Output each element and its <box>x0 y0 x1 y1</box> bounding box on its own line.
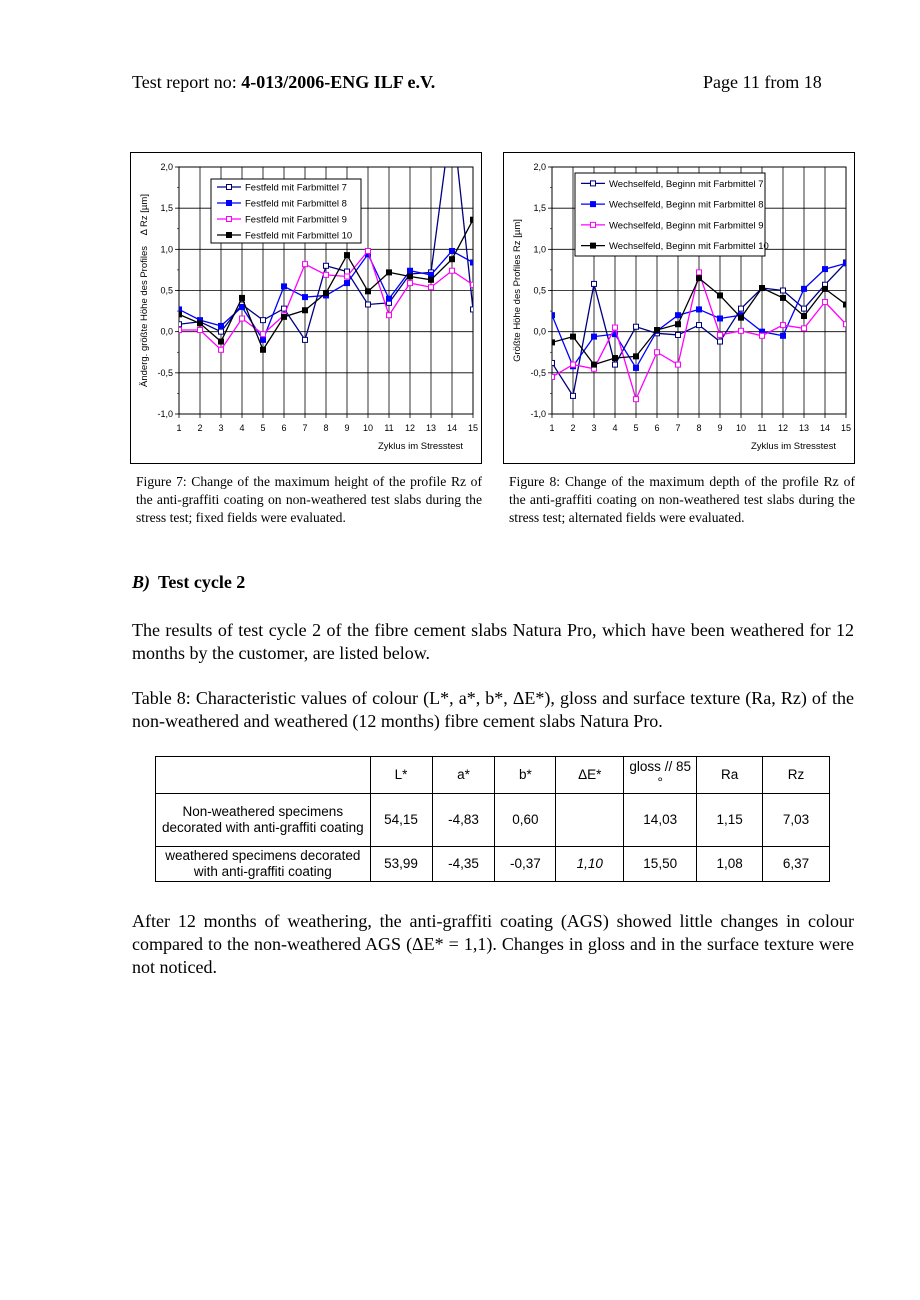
table-header-cell: Ra <box>697 757 763 794</box>
legend-swatch-marker <box>591 222 596 227</box>
table-caption: Table 8: Characteristic values of colour (L*, a*, b*, ΔE*), gloss and surface texture (Ra, Rz) of the non-weathered and weathered (12 months) fibre cement slabs Natura Pro. <box>132 688 854 731</box>
data-point <box>697 307 702 312</box>
data-point <box>550 374 555 379</box>
data-point <box>345 253 350 258</box>
data-point <box>324 272 329 277</box>
data-point <box>282 314 287 319</box>
table-cell <box>556 794 624 847</box>
data-point <box>366 289 371 294</box>
x-tick-label: 5 <box>260 423 266 433</box>
section-title: Test cycle 2 <box>158 572 246 592</box>
table-cell: 0,60 <box>495 794 556 847</box>
x-tick-label: 1 <box>176 423 182 433</box>
data-point <box>429 285 434 290</box>
figure-7-chart-svg <box>131 153 483 465</box>
x-tick-label: 15 <box>840 423 852 433</box>
data-point <box>781 323 786 328</box>
y-tick-label: -1,0 <box>157 409 173 419</box>
legend-swatch-marker <box>591 202 596 207</box>
legend-entry: Festfeld mit Farbmittel 10 <box>245 230 353 242</box>
y-tick-label: 0,5 <box>160 285 173 296</box>
data-point <box>739 306 744 311</box>
y-tick-label: 1,5 <box>160 203 173 214</box>
y-tick-label: 0,0 <box>160 326 173 337</box>
data-point <box>571 334 576 339</box>
x-tick-label: 9 <box>344 423 350 433</box>
data-point <box>802 306 807 311</box>
table-header-cell: L* <box>370 757 432 794</box>
table-cell: weathered specimens decorated with anti-graffiti coating <box>156 847 371 882</box>
data-point <box>592 281 597 286</box>
data-point <box>429 272 434 277</box>
data-point <box>676 362 681 367</box>
table-header-cell <box>156 757 371 794</box>
data-point <box>345 269 350 274</box>
report-prefix: Test report no: <box>132 72 242 92</box>
table-cell: 6,37 <box>763 847 830 882</box>
data-point <box>718 316 723 321</box>
x-tick-label: 8 <box>323 423 329 433</box>
table-header-cell: a* <box>432 757 495 794</box>
x-tick-label: 5 <box>633 423 639 433</box>
conclusion-paragraph: After 12 months of weathering, the anti-graffiti coating (AGS) showed little changes in colour compared to the non-weathered AGS (ΔE* = 1,1). Changes in gloss and in the surface texture were not noticed. <box>132 911 854 977</box>
data-point <box>571 393 576 398</box>
data-point <box>303 295 308 300</box>
data-point <box>718 332 723 337</box>
x-tick-label: 2 <box>197 423 203 433</box>
data-point <box>550 340 555 345</box>
section-letter: B) <box>132 572 150 592</box>
x-tick-label: 13 <box>425 423 437 433</box>
figure-8-chart-svg <box>504 153 856 465</box>
data-point <box>471 307 476 312</box>
data-point <box>802 314 807 319</box>
data-point <box>408 268 413 273</box>
x-tick-label: 14 <box>446 423 458 433</box>
y-axis-title: Größte Höhe des Profiles Rz [µm] <box>512 219 523 362</box>
figure-7-chart <box>130 152 482 464</box>
data-point <box>219 339 224 344</box>
table-header-cell: gloss // 85 ° <box>624 757 697 794</box>
x-tick-label: 3 <box>218 423 224 433</box>
report-number-header <box>132 72 435 93</box>
y-tick-label: -0,5 <box>530 367 546 378</box>
results-table <box>155 756 830 882</box>
data-point <box>366 302 371 307</box>
x-tick-label: 4 <box>612 423 618 433</box>
y-axis-title: Änderg. größte Höhe des Profiles Δ Rz [µm] <box>139 194 150 387</box>
x-tick-label: 4 <box>239 423 245 433</box>
table-row <box>156 794 830 847</box>
y-tick-label: 2,0 <box>533 162 546 172</box>
figure-8-chart <box>503 152 855 464</box>
figure-8-caption: Figure 8: Change of the maximum depth of the profile Rz of the anti-graffiti coating on non-weathered test slabs during the stress test; alternated fields were evaluated. <box>509 474 855 525</box>
data-point <box>261 347 266 352</box>
data-point <box>366 248 371 253</box>
x-tick-label: 8 <box>696 423 702 433</box>
x-tick-label: 1 <box>549 423 555 433</box>
section-heading <box>132 572 245 593</box>
data-point <box>177 322 182 327</box>
legend-swatch-marker <box>591 181 596 186</box>
table-cell: 1,10 <box>556 847 624 882</box>
data-point <box>676 313 681 318</box>
data-point <box>550 313 555 318</box>
data-point <box>219 329 224 334</box>
data-point <box>613 362 618 367</box>
x-tick-label: 6 <box>654 423 660 433</box>
data-point <box>198 328 203 333</box>
data-point <box>471 260 476 265</box>
data-point <box>324 263 329 268</box>
table-cell: 15,50 <box>624 847 697 882</box>
data-point <box>282 284 287 289</box>
table-cell: 7,03 <box>763 794 830 847</box>
x-tick-label: 14 <box>819 423 831 433</box>
page-indicator: Page 11 from 18 <box>703 72 822 92</box>
data-point <box>592 334 597 339</box>
data-point <box>261 318 266 323</box>
data-point <box>802 286 807 291</box>
x-tick-label: 15 <box>467 423 479 433</box>
legend-swatch-marker <box>227 185 232 190</box>
data-point <box>429 277 434 282</box>
data-point <box>844 302 849 307</box>
data-point <box>592 362 597 367</box>
data-point <box>240 316 245 321</box>
data-point <box>844 322 849 327</box>
legend-swatch-marker <box>591 243 596 248</box>
table-cell: 14,03 <box>624 794 697 847</box>
data-point <box>802 326 807 331</box>
x-tick-label: 11 <box>757 423 767 433</box>
x-tick-label: 10 <box>362 423 374 433</box>
data-point <box>823 267 828 272</box>
legend-entry: Festfeld mit Farbmittel 8 <box>245 198 347 210</box>
x-tick-label: 7 <box>302 423 308 433</box>
data-point <box>571 362 576 367</box>
data-point <box>261 332 266 337</box>
table-header-cell: b* <box>495 757 556 794</box>
data-point <box>550 360 555 365</box>
x-tick-label: 13 <box>798 423 810 433</box>
data-point <box>697 323 702 328</box>
legend-entry: Wechselfeld, Beginn mit Farbmittel 9 <box>609 220 764 232</box>
data-point <box>471 217 476 222</box>
data-point <box>634 324 639 329</box>
data-point <box>739 328 744 333</box>
data-point <box>261 337 266 342</box>
data-point <box>408 274 413 279</box>
x-tick-label: 10 <box>735 423 747 433</box>
y-tick-label: -0,5 <box>157 367 173 378</box>
y-tick-label: 0,0 <box>533 326 546 337</box>
table-header-row <box>156 757 830 794</box>
data-point <box>387 296 392 301</box>
legend-entry: Festfeld mit Farbmittel 7 <box>245 182 347 194</box>
legend-swatch-marker <box>227 201 232 206</box>
data-point <box>697 270 702 275</box>
report-number: 4-013/2006-ENG ILF e.V. <box>241 72 436 92</box>
data-point <box>823 300 828 305</box>
legend-entry: Wechselfeld, Beginn mit Farbmittel 10 <box>609 241 769 253</box>
y-tick-label: 0,5 <box>533 285 546 296</box>
data-point <box>613 325 618 330</box>
table-header-cell: Rz <box>763 757 830 794</box>
legend-entry: Festfeld mit Farbmittel 9 <box>245 214 347 226</box>
data-point <box>760 286 765 291</box>
table-row <box>156 847 830 882</box>
data-point <box>450 257 455 262</box>
data-point <box>823 286 828 291</box>
x-axis-title: Zyklus im Stresstest <box>378 441 463 452</box>
data-point <box>718 293 723 298</box>
y-tick-label: 1,0 <box>160 244 173 255</box>
figure-7-caption: Figure 7: Change of the maximum height of the profile Rz of the anti-graffiti coating on non-weathered test slabs during the stress test; fixed fields were evaluated. <box>136 474 482 525</box>
data-point <box>760 333 765 338</box>
data-point <box>844 261 849 266</box>
data-point <box>198 321 203 326</box>
table-cell: 53,99 <box>370 847 432 882</box>
data-point <box>303 308 308 313</box>
data-point <box>655 328 660 333</box>
data-point <box>613 356 618 361</box>
table-cell: 54,15 <box>370 794 432 847</box>
legend-swatch-marker <box>227 217 232 222</box>
table-cell: 1,08 <box>697 847 763 882</box>
table-cell: -4,35 <box>432 847 495 882</box>
data-point <box>219 323 224 328</box>
data-point <box>177 312 182 317</box>
x-tick-label: 7 <box>675 423 681 433</box>
data-point <box>471 282 476 287</box>
table-cell: -4,83 <box>432 794 495 847</box>
data-point <box>240 304 245 309</box>
x-tick-label: 3 <box>591 423 597 433</box>
data-point <box>324 290 329 295</box>
x-axis-title: Zyklus im Stresstest <box>751 441 836 452</box>
x-tick-label: 12 <box>777 423 789 433</box>
x-tick-label: 11 <box>384 423 394 433</box>
data-point <box>718 339 723 344</box>
x-tick-label: 2 <box>570 423 576 433</box>
y-tick-label: -1,0 <box>530 409 546 419</box>
intro-paragraph: The results of test cycle 2 of the fibre cement slabs Natura Pro, which have been weathered for 12 months by the customer, are listed below. <box>132 620 854 663</box>
x-tick-label: 12 <box>404 423 416 433</box>
data-point <box>345 274 350 279</box>
data-point <box>345 281 350 286</box>
data-point <box>655 350 660 355</box>
data-point <box>781 295 786 300</box>
data-point <box>634 397 639 402</box>
legend-swatch-marker <box>227 233 232 238</box>
data-point <box>739 315 744 320</box>
data-point <box>240 295 245 300</box>
table-cell: Non-weathered specimens decorated with anti-graffiti coating <box>156 794 371 847</box>
y-tick-label: 1,5 <box>533 203 546 214</box>
y-tick-label: 2,0 <box>160 162 173 172</box>
x-tick-label: 6 <box>281 423 287 433</box>
data-point <box>387 270 392 275</box>
legend-entry: Wechselfeld, Beginn mit Farbmittel 8 <box>609 199 764 211</box>
table-cell: -0,37 <box>495 847 556 882</box>
data-point <box>634 354 639 359</box>
y-tick-label: 1,0 <box>533 244 546 255</box>
data-point <box>697 276 702 281</box>
legend-entry: Wechselfeld, Beginn mit Farbmittel 7 <box>609 178 764 190</box>
data-point <box>450 248 455 253</box>
x-tick-label: 9 <box>717 423 723 433</box>
data-point <box>387 313 392 318</box>
table-cell: 1,15 <box>697 794 763 847</box>
data-point <box>408 281 413 286</box>
data-point <box>676 322 681 327</box>
data-point <box>781 333 786 338</box>
data-point <box>781 288 786 293</box>
data-point <box>219 347 224 352</box>
data-point <box>634 365 639 370</box>
data-point <box>303 337 308 342</box>
data-point <box>676 332 681 337</box>
table-header-cell: ΔE* <box>556 757 624 794</box>
data-point <box>303 262 308 267</box>
data-point <box>450 268 455 273</box>
